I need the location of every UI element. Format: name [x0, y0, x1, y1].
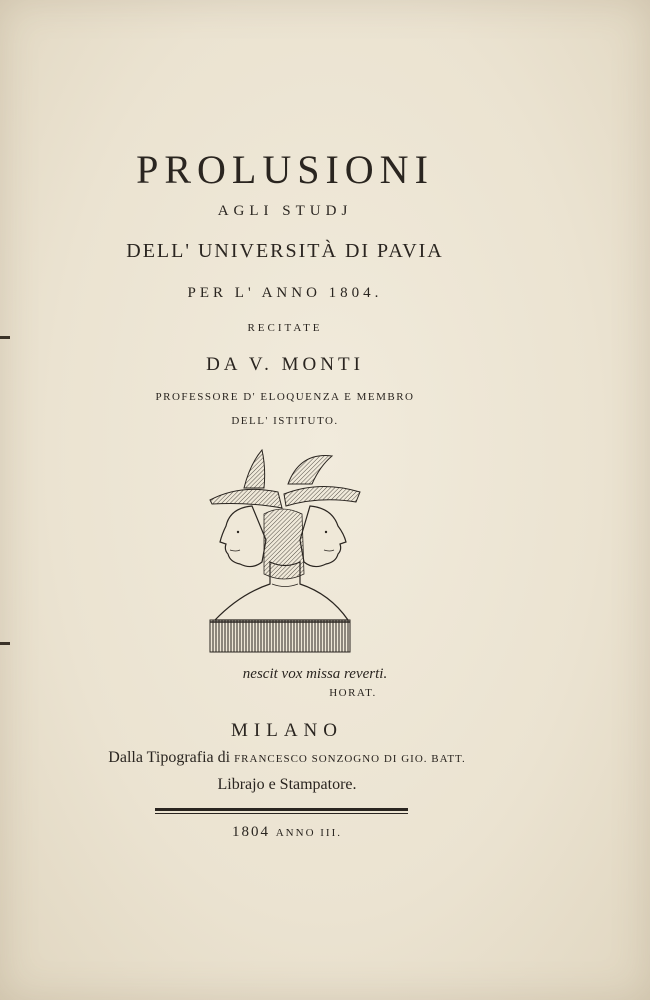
- imprint-date: [0, 824, 612, 841]
- recitate-label: RECITATE: [247, 322, 323, 334]
- subtitle-line-1: AGLI STUDJ: [217, 203, 353, 219]
- page-edge-mark: [0, 336, 10, 339]
- imprint-city: MILANO: [231, 720, 343, 741]
- subtitle-line-2: DELL' UNIVERSITÀ DI PAVIA: [126, 240, 444, 262]
- printer-name: FRANCESCO SONZOGNO DI GIO. BATT.: [234, 753, 466, 765]
- book-title: PROLUSIONI: [136, 147, 434, 192]
- janus-heads-icon: [200, 444, 370, 659]
- date-year: 1804: [231, 824, 270, 840]
- imprint-printer: [0, 749, 612, 767]
- subtitle-line-3: PER L' ANNO 1804.: [187, 285, 383, 301]
- date-suffix: ANNO III.: [275, 827, 342, 839]
- imprint-trade: Librajo e Stampatore.: [217, 776, 357, 793]
- author-role-line-1: PROFESSORE D' ELOQUENZA E MEMBRO: [155, 391, 415, 403]
- latin-motto: nescit vox missa reverti.: [242, 666, 388, 682]
- author-name: DA V. MONTI: [206, 354, 364, 375]
- double-rule-divider: [155, 808, 408, 811]
- printer-prefix: Dalla Tipografia di: [108, 749, 231, 766]
- page-edge-mark: [0, 642, 10, 645]
- motto-author: HORAT.: [329, 687, 377, 699]
- author-role-line-2: DELL' ISTITUTO.: [231, 415, 339, 427]
